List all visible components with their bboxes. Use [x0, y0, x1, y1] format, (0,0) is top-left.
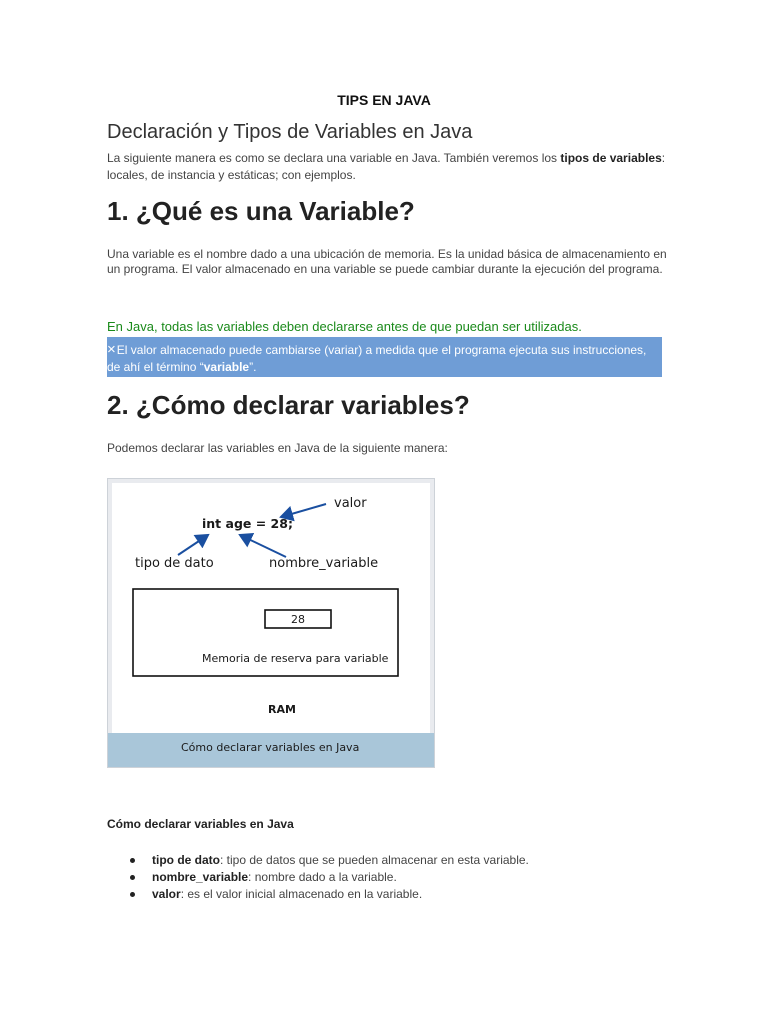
- section2-heading: 2. ¿Cómo declarar variables?: [107, 390, 470, 420]
- highlight-bold: variable: [203, 360, 250, 374]
- highlight-box: [107, 337, 662, 377]
- arrow-tipo: [178, 535, 208, 555]
- list-item-term: valor: [152, 887, 181, 901]
- diagram-label-tipo: tipo de dato: [135, 556, 214, 571]
- list-item: [130, 886, 529, 903]
- list-item: [130, 852, 529, 869]
- intro-text: La siguiente manera es como se declara una variable en Java. También veremos los: [107, 151, 561, 165]
- ram-label: RAM: [268, 703, 296, 716]
- intro-text-end: : locales, de instancia y estáticas; con ejemplos.: [107, 151, 666, 182]
- bullet-icon: [130, 875, 135, 880]
- intro-bold: tipos de variables: [560, 151, 662, 165]
- list-item: [130, 869, 529, 886]
- memory-value: 28: [291, 613, 305, 626]
- variable-diagram: [107, 478, 435, 768]
- diagram-svg: [108, 479, 436, 769]
- section2-paragraph: Podemos declarar las variables en Java de la siguiente manera:: [107, 441, 448, 455]
- intro-paragraph: [107, 150, 667, 184]
- list-item-term: tipo de dato: [152, 853, 220, 867]
- diagram-label-nombre: nombre_variable: [269, 556, 379, 571]
- arrow-nombre: [240, 535, 286, 557]
- highlight-text-end: ”.: [249, 360, 257, 374]
- definition-list: [130, 852, 529, 903]
- highlight-text: El valor almacenado puede cambiarse (variar) a medida que el programa ejecuta sus instrucciones, de ahí el término “: [107, 343, 647, 374]
- list-item-desc: : es el valor inicial almacenado en la variable.: [180, 887, 423, 901]
- bullet-icon: [130, 892, 135, 897]
- diagram-strip-caption: Cómo declarar variables en Java: [181, 741, 360, 754]
- diagram-label-valor: valor: [334, 496, 367, 511]
- figure-caption: Cómo declarar variables en Java: [107, 817, 294, 831]
- bullet-icon: [130, 858, 135, 863]
- diagram-code: int age = 28;: [202, 516, 293, 531]
- list-item-desc: : nombre dado a la variable.: [248, 870, 397, 884]
- list-item-desc: : tipo de datos que se pueden almacenar en esta variable.: [220, 853, 529, 867]
- section1-heading: 1. ¿Qué es una Variable?: [107, 196, 415, 226]
- list-item-term: nombre_variable: [152, 870, 249, 884]
- memory-label: Memoria de reserva para variable: [202, 652, 389, 665]
- close-icon[interactable]: ×: [107, 341, 116, 358]
- green-note: En Java, todas las variables deben declararse antes de que puedan ser utilizadas.: [107, 319, 582, 334]
- document-subtitle: Declaración y Tipos de Variables en Java: [107, 121, 473, 143]
- document-title: TIPS EN JAVA: [337, 92, 431, 108]
- section1-paragraph: Una variable es el nombre dado a una ubicación de memoria. Es la unidad básica de almacenamiento en un programa. El valor almacenado en una variable se puede cambiar durante la ejecución del programa.: [107, 247, 667, 276]
